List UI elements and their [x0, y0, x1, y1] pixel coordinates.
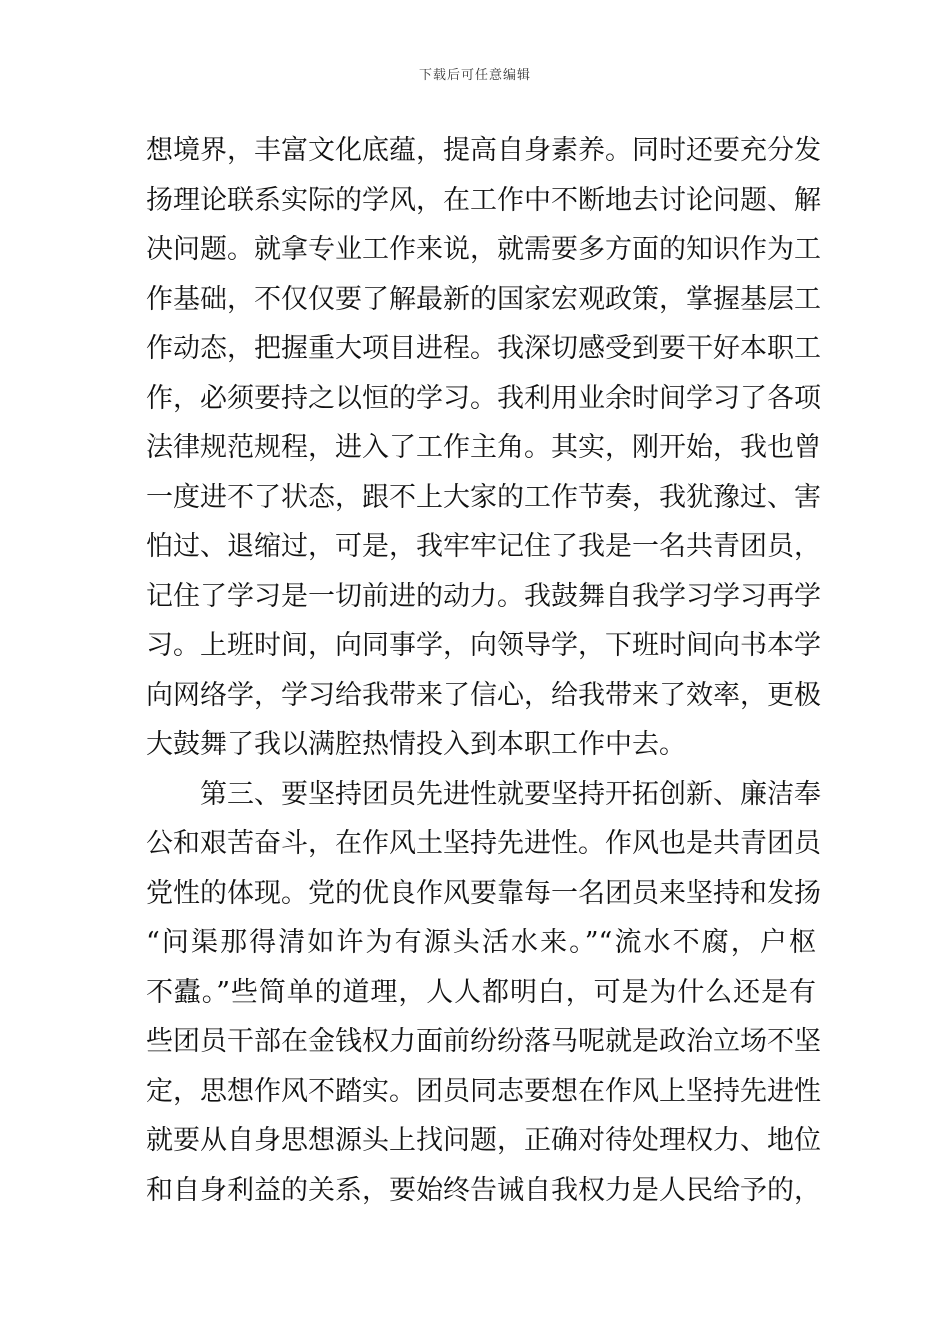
text-line: 想境界，丰富文化底蕴，提高自身素养。同时还要充分发 — [146, 135, 821, 166]
text-line: 作基础，不仅仅要了解最新的国家宏观政策，掌握基层工 — [146, 283, 821, 315]
document-body — [146, 126, 821, 1215]
text-line: 一度进不了状态，跟不上大家的工作节奏，我犹豫过、害 — [146, 481, 821, 513]
text-line: 不蠹。”些简单的道理，人人都明白，可是为什么还是有 — [146, 976, 816, 1008]
text-line: 就要从自身思想源头上找问题，正确对待处理权力、地位 — [146, 1125, 821, 1156]
text-line: 公和艰苦奋斗，在作风土坚持先进性。作风也是共青团员 — [146, 828, 821, 859]
text-line: 法律规范规程，进入了工作主角。其实，刚开始，我也曾 — [146, 432, 821, 463]
text-line: 和自身利益的关系，要始终告诫自我权力是人民给予的， — [146, 1174, 821, 1206]
text-line: 作，必须要持之以恒的学习。我利用业余时间学习了各项 — [146, 382, 821, 414]
text-line: 作动态，把握重大项目进程。我深切感受到要干好本职工 — [146, 333, 821, 364]
text-line: “问渠那得清如许为有源头活水来。”“流水不腐，户枢 — [146, 927, 816, 958]
text-line: 定，思想作风不踏实。团员同志要想在作风上坚持先进性 — [146, 1075, 821, 1107]
text-line: 大鼓舞了我以满腔热情投入到本职工作中去。 — [146, 729, 686, 760]
page-header: 下载后可任意编辑 — [418, 68, 531, 83]
text-line: 记住了学习是一切前进的动力。我鼓舞自我学习学习再学 — [146, 580, 821, 612]
text-line: 扬理论联系实际的学风，在工作中不断地去讨论问题、解 — [146, 184, 821, 216]
text-line: 些团员干部在金钱权力面前纷纷落马呢就是政治立场不坚 — [146, 1026, 821, 1057]
text-line: 党性的体现。党的优良作风要靠每一名团员来坚持和发扬 — [146, 877, 821, 909]
text-line: 决问题。就拿专业工作来说，就需要多方面的知识作为工 — [146, 234, 821, 265]
text-line: 习。上班时间，向同事学，向领导学，下班时间向书本学 — [146, 630, 821, 661]
paragraph-first-line: 第三、要坚持团员先进性就要坚持开拓创新、廉洁奉 — [200, 778, 821, 810]
text-line: 向网络学，学习给我带来了信心，给我带来了效率，更极 — [146, 679, 821, 711]
text-line: 怕过、退缩过，可是，我牢牢记住了我是一名共青团员， — [146, 531, 821, 562]
